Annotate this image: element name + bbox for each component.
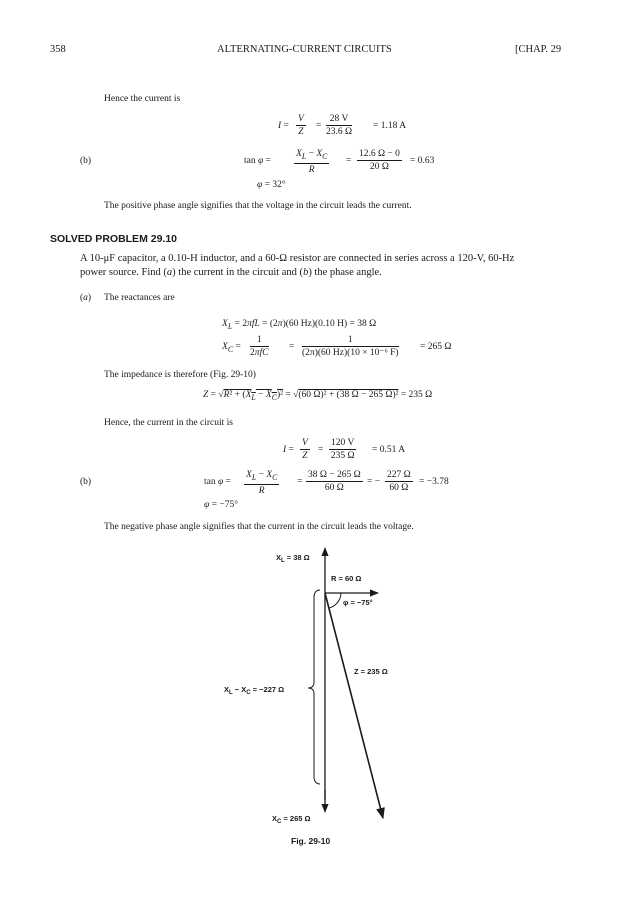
fraction-xl-xc-over-r: $\frac{X_L - X_C}{R}$ (246, 470, 278, 496)
problem-statement-line1: A 10-μF capacitor, a 0.10-H inductor, and a 60-Ω resistor are connected in series across a 120-V, 60-Hz (80, 253, 515, 264)
phi-result: φ = −75° (204, 500, 239, 510)
label-b: (b) (80, 477, 92, 487)
page-number: 358 (50, 44, 66, 55)
fraction-xl-xc-over-r: $\frac{X_L - X_C}{R}$ (296, 149, 328, 175)
tan-result: = −3.78 (419, 477, 449, 487)
phi-label: φ = −75° (343, 598, 373, 607)
eq-lhs: I = (283, 445, 294, 455)
eq-result: = 0.51 A (372, 445, 406, 455)
tan-lhs: tan φ = (204, 477, 231, 487)
xc-label: $X_C = 265$ Ω (272, 814, 311, 825)
section-title: SOLVED PROBLEM 29.10 (50, 233, 178, 245)
fraction-values: $\frac{38 \Omega - 265 \Omega}{60 \Omega}$ (308, 470, 361, 493)
eq-sign: = (316, 121, 322, 131)
xl-label: $X_L = 38$ Ω (276, 553, 310, 564)
label-b-top: (b) (80, 156, 92, 166)
xc-result: = 265 Ω (420, 342, 452, 352)
xl-equation: $X_L = 2\pi fL = (2\pi)(60$ Hz)(0.10 H) = 38 Ω (222, 319, 377, 331)
tan-lhs: tan φ = (244, 156, 271, 166)
impedance-intro: The impedance is therefore (Fig. 29-10) (104, 370, 256, 380)
fraction-one-over-2pifc: 1 2πfC (250, 335, 269, 358)
z-equation: $Z = √R^2 + (X_L - X_C)^2 = √(60$ Ω)² + (38 Ω − 265 Ω)² = 235 Ω (203, 390, 433, 402)
fraction-227-over-60: $\frac{227 \Omega}{60 \Omega}$ (387, 470, 411, 493)
conclusion-top: The positive phase angle signifies that the voltage in the circuit leads the current. (104, 201, 412, 211)
chapter-label: [CHAP. 29 (515, 44, 562, 55)
figure-caption: Fig. 29-10 (291, 836, 331, 846)
fraction-values: $\frac{12.6 \Omega - 0}{20 \Omega}$ (359, 149, 400, 172)
r-label: R = 60 Ω (331, 574, 362, 583)
phi-arc (329, 593, 341, 608)
fraction-v-over-z: $\frac{V}{Z}$ (298, 114, 304, 137)
eq-sign: = (289, 342, 295, 352)
label-a: (a) (80, 293, 92, 303)
reactances-intro: The reactances are (104, 293, 175, 303)
difference-bracket (308, 590, 320, 784)
eq-sign: = (318, 445, 324, 455)
running-title: ALTERNATING-CURRENT CIRCUITS (217, 44, 392, 55)
eq-sign-2: = − (367, 477, 381, 487)
z-label: Z = 235 Ω (354, 667, 388, 676)
fraction-values: $\frac{28 V}{23.6 \Omega}$ (326, 114, 353, 137)
fraction-values: $\frac{120 V}{235 \Omega}$ (330, 438, 355, 461)
current-intro: Hence the current is (104, 94, 181, 104)
eq-sign: = (346, 156, 352, 166)
fraction-values: $\frac{1}{\text{(2π)(60 Hz)(10 × 10⁻⁶ F)}}$ (302, 335, 399, 358)
eq-sign: = (297, 477, 303, 487)
xc-lhs: $X_C$ = (222, 342, 241, 354)
problem-statement-line2: power source. Find (a) the current in the circuit and (b) the phase angle. (80, 267, 382, 278)
current-intro-b: Hence, the current in the circuit is (104, 418, 233, 428)
tan-result: = 0.63 (410, 156, 435, 166)
diff-label: $X_L - X_C = -227$ Ω (224, 685, 285, 696)
eq-lhs: I = (278, 121, 289, 131)
phi-top: φ = 32° (257, 180, 286, 190)
fraction-v-over-z: $\frac{V}{Z}$ (302, 438, 308, 461)
z-arrow (325, 593, 383, 818)
eq-result: = 1.18 A (373, 121, 407, 131)
conclusion: The negative phase angle signifies that the current in the circuit leads the voltage. (104, 522, 414, 532)
